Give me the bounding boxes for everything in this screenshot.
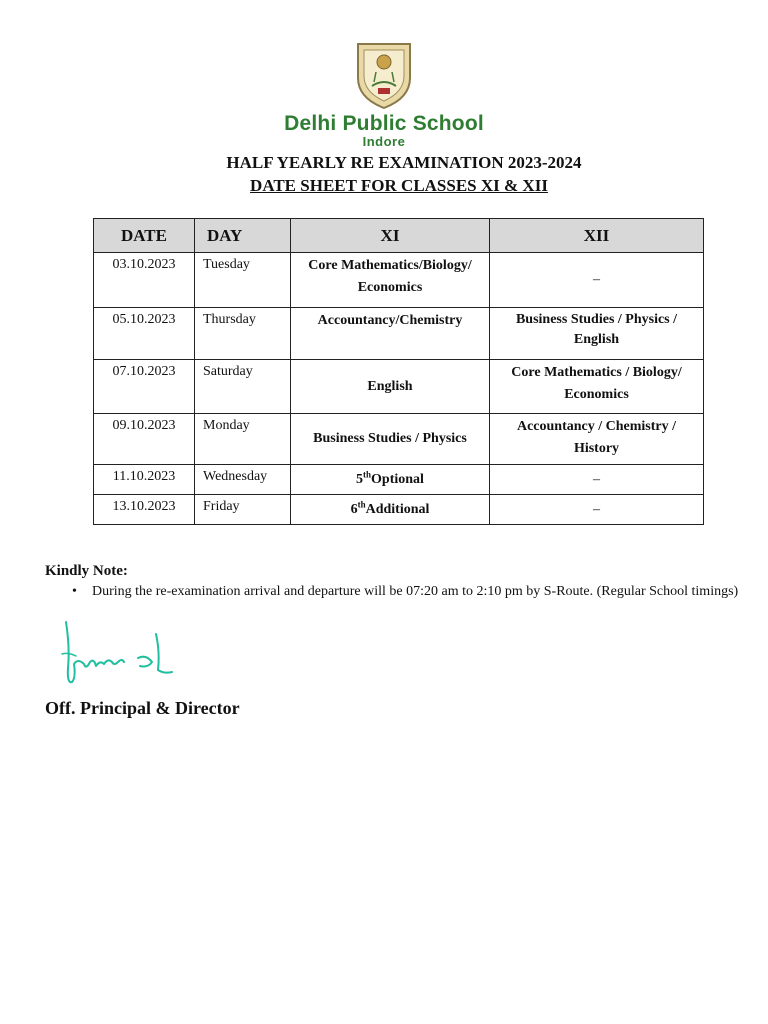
- datesheet-table: [93, 218, 704, 525]
- date-cell: 09.10.2023: [94, 414, 195, 465]
- date-cell: 07.10.2023: [94, 360, 195, 414]
- xi-subject-cell: Accountancy/Chemistry: [291, 308, 490, 360]
- exam-title: HALF YEARLY RE EXAMINATION 2023-2024: [226, 153, 582, 172]
- day-cell: Saturday: [195, 360, 291, 414]
- day-cell: Wednesday: [195, 465, 291, 495]
- day-cell: Tuesday: [195, 253, 291, 308]
- ordinal-suffix: th: [363, 468, 372, 479]
- day-cell: Thursday: [195, 308, 291, 360]
- note-heading: Kindly Note:: [45, 563, 128, 579]
- subject-text: Optional: [371, 471, 424, 487]
- school-city: Indore: [362, 134, 406, 149]
- xii-subject-cell: Business Studies / Physics / English: [490, 308, 704, 360]
- day-cell: Friday: [195, 495, 291, 525]
- table-header-row: [94, 219, 704, 253]
- school-crest-icon: [352, 38, 416, 110]
- ordinal-number: 5: [356, 471, 364, 487]
- table-row: [94, 414, 704, 465]
- date-cell: 05.10.2023: [94, 308, 195, 360]
- column-header-xi: XI: [291, 219, 490, 253]
- xii-subject-cell: –: [490, 253, 704, 308]
- table-row: [94, 360, 704, 414]
- column-header-xii: XII: [490, 219, 704, 253]
- ordinal-number: 6: [350, 501, 358, 517]
- date-cell: 11.10.2023: [94, 465, 195, 495]
- note-item: [45, 583, 745, 600]
- signatory-designation: Off. Principal & Director: [45, 698, 240, 718]
- note-list: [45, 583, 745, 600]
- ordinal-suffix: th: [357, 498, 366, 509]
- datesheet-subtitle: DATE SHEET FOR CLASSES XI & XII: [250, 176, 548, 195]
- column-header-day: DAY: [195, 219, 291, 253]
- xii-subject-cell: –: [490, 465, 704, 495]
- school-logo: [0, 38, 768, 149]
- xii-subject-cell: –: [490, 495, 704, 525]
- xii-subject-cell: Core Mathematics / Biology/ Economics: [490, 360, 704, 414]
- xi-subject-cell: English: [291, 360, 490, 414]
- table-row: [94, 308, 704, 360]
- xi-subject-cell: [291, 465, 490, 495]
- table-row: [94, 465, 704, 495]
- school-name: Delhi Public School: [284, 112, 484, 135]
- table-row: [94, 495, 704, 525]
- xi-subject-cell: [291, 495, 490, 525]
- date-cell: 03.10.2023: [94, 253, 195, 308]
- subject-text: Additional: [365, 501, 430, 517]
- table-row: [94, 253, 704, 308]
- day-cell: Monday: [195, 414, 291, 465]
- signature-icon: [56, 618, 176, 692]
- bullet-icon: •: [72, 584, 77, 599]
- date-cell: 13.10.2023: [94, 495, 195, 525]
- note-text: During the re-examination arrival and departure will be 07:20 am to 2:10 pm by S-Route. (Regular School timings): [92, 584, 739, 599]
- xi-subject-cell: Core Mathematics/Biology/ Economics: [291, 253, 490, 308]
- xii-subject-cell: Accountancy / Chemistry / History: [490, 414, 704, 465]
- xi-subject-cell: Business Studies / Physics: [291, 414, 490, 465]
- column-header-date: DATE: [94, 219, 195, 253]
